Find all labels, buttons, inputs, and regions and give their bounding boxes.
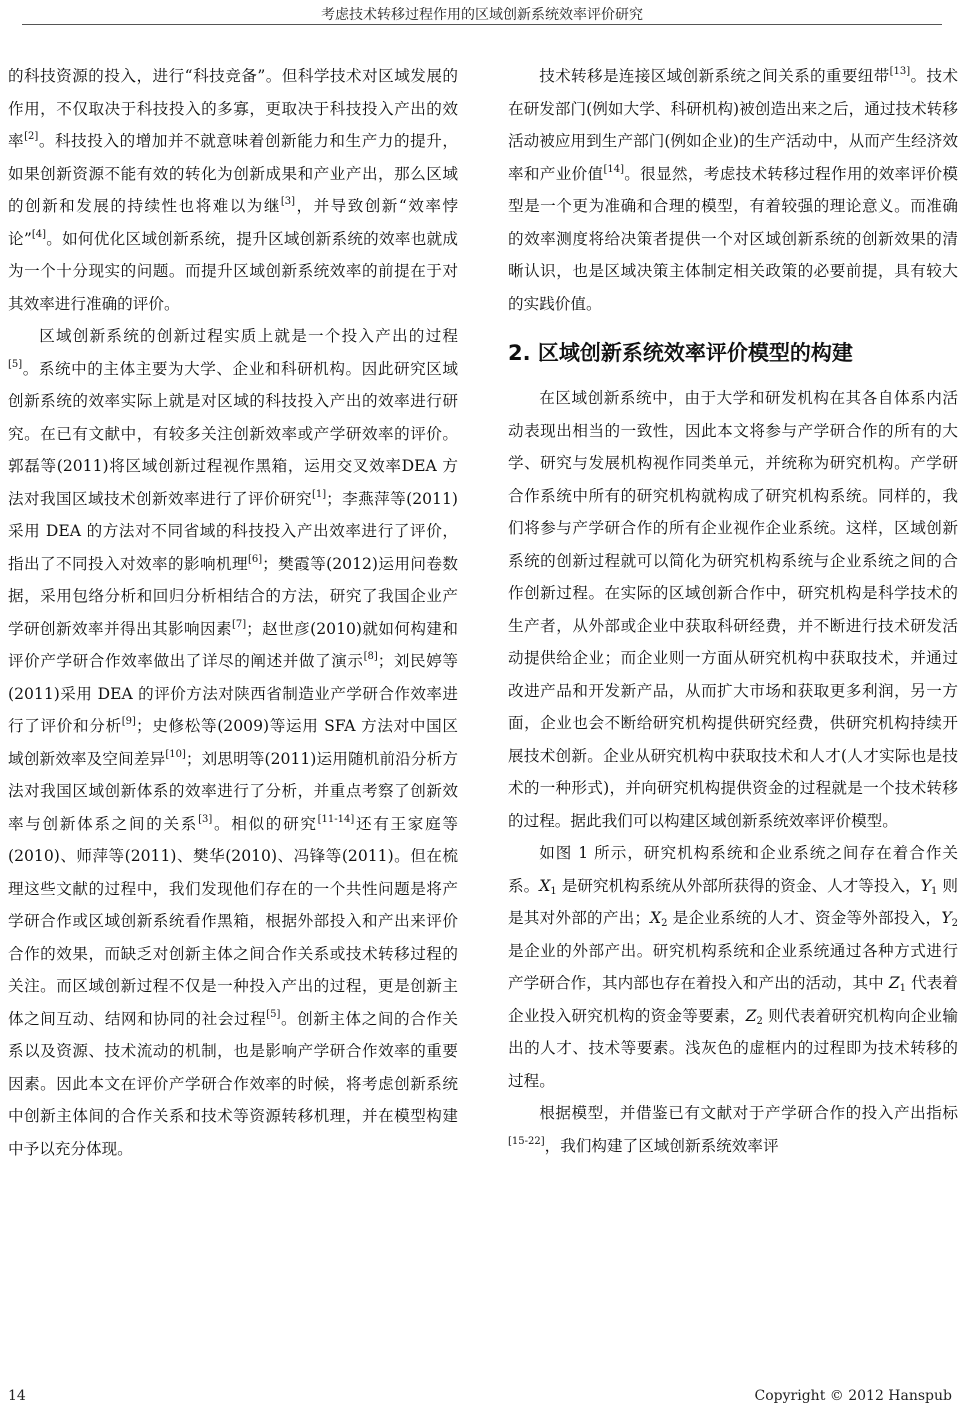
- paragraph-text: 区域创新系统的创新过程实质上就是一个投入产出的过程: [39, 327, 458, 345]
- paragraph-text: ，我们构建了区域创新系统效率评: [544, 1136, 779, 1155]
- variable-subscript: 1: [550, 885, 557, 897]
- paragraph-2: [8, 320, 458, 1165]
- paragraph-text: ；赵世彦(2010)就如何构建和评价产学研合作效率做出了详尽的阐述并做了演示: [8, 619, 458, 670]
- paragraph-text: 。创新主体之间的合作关系以及资源、技术流动的机制，也是影响产学研合作效率的重要因素。因此本文在评价产学研合作效率的时候，将考虑创新系统中创新主体间的合作关系和技术等资源转移机理，并在模型构建中予以充分体现。: [8, 1009, 458, 1158]
- paragraph-text: 还有王家庭等(2010)、师萍等(2011)、樊华(2010)、冯锋等(2011)。但在梳理这些文献的过程中，我们发现他们存在的一个共性问题是将产学研合作或区域创新系统看作黑箱，根据外部投入和产出来评价合作的效果，而缺乏对创新主体之间合作关系或技术转移过程的关注。而区域创新过程不仅是一种投入产出的过程，更是创新主体之间互动、结网和协同的社会过程: [8, 814, 458, 1028]
- variable-symbol: Y: [920, 876, 932, 895]
- paragraph-text: 代表着企业投入研究机构的资金等要素，: [508, 974, 958, 1025]
- variable-symbol: Y: [941, 909, 952, 927]
- variable-subscript: 2: [951, 918, 958, 929]
- citation-ref[interactable]: [7]: [231, 618, 247, 630]
- citation-ref[interactable]: [13]: [889, 66, 911, 77]
- paragraph-text: 则是其对外部的产出；: [508, 876, 958, 927]
- variable-subscript: 1: [931, 885, 938, 897]
- left-column: [8, 60, 458, 1165]
- paragraph-text: 是企业的外部产出。研究机构系统和企业系统通过各种方式进行产学研合作，其内部也存在着投入和产出的活动，其中: [508, 941, 958, 992]
- paragraph-text: ；刘思明等(2011)运用随机前沿分析方法对我国区域创新体系的效率进行了分析，并重点考察了创新效率与创新体系之间的关系: [8, 749, 458, 833]
- citation-ref[interactable]: [14]: [603, 163, 624, 175]
- paragraph-text: 。相似的研究: [212, 814, 318, 833]
- variable-subscript: 1: [899, 983, 907, 994]
- paragraph-text: 。系统中的主体主要为大学、企业和科研机构。因此研究区域创新系统的效率实际上就是对区域的科技投入产出的效率进行研究。在已有文献中，有较多关注创新效率或产学研效率的评价。郭磊等(2011)将区域创新过程视作黑箱，运用交叉效率DEA 方法对我国区域技术创新效率进行了评价研究: [8, 359, 458, 508]
- citation-ref[interactable]: [11-14]: [317, 813, 355, 825]
- paragraph-text: 是研究机构系统从外部所获得的资金、人才等投入，: [556, 876, 921, 895]
- citation-ref[interactable]: [5]: [266, 1008, 281, 1020]
- citation-ref[interactable]: [5]: [8, 358, 23, 370]
- page-footer: [0, 1388, 964, 1408]
- paragraph-text: ；史修松等(2009)等运用 SFA 方法对中国区域创新效率及空间差异: [8, 717, 458, 768]
- variable-symbol: X: [539, 876, 551, 895]
- citation-ref[interactable]: [10]: [165, 748, 186, 760]
- citation-ref[interactable]: [1]: [311, 488, 327, 500]
- paragraph-text: 如图 1 所示，研究机构系统和企业系统之间存在着合作关系。: [508, 844, 958, 895]
- paragraph-1: [8, 60, 458, 320]
- page-number: 14: [8, 1388, 26, 1404]
- header-divider: [22, 24, 942, 25]
- paragraph-3: [508, 60, 958, 320]
- paragraph-text: 。如何优化区域创新系统，提升区域创新系统的效率也就成为一个十分现实的问题。而提升区域创新系统效率的前提在于对其效率进行准确的评价。: [8, 229, 458, 313]
- paragraph-text: 技术转移是连接区域创新系统之间关系的重要纽带: [539, 67, 890, 85]
- variable-symbol: X: [650, 909, 662, 927]
- paragraph-text: 。很显然，考虑技术转移过程作用的效率评价模型是一个更为准确和合理的模型，有着较强的理论意义。而准确的效率测度将给决策者提供一个对区域创新系统的创新效果的清晰认识，也是区域决策主体制定相关政策的必要前提，具有较大的实践价值。: [508, 164, 958, 313]
- paragraph-text: 的科技资源的投入，进行“科技竞备”。但科学技术对区域发展的作用，不仅取决于科技投入的多寡，更取决于科技投入产出的效率: [8, 67, 458, 150]
- right-column: [508, 60, 958, 1162]
- variable-symbol: Z: [745, 1006, 757, 1025]
- paragraph-text: 。科技投入的增加并不就意味着创新能力和生产力的提升，如果创新资源不能有效的转化为创新成果和产业产出，那么区域的创新和发展的持续性也将难以为继: [8, 132, 458, 215]
- running-header: 考虑技术转移过程作用的区域创新系统效率评价研究: [321, 7, 643, 23]
- paragraph-text: ；刘民婷等(2011)采用 DEA 的评价方法对陕西省制造业产学研合作效率进行了评价和分析: [8, 652, 458, 735]
- citation-ref[interactable]: [3]: [198, 813, 213, 825]
- citation-ref[interactable]: [2]: [24, 131, 39, 142]
- variable-subscript: 2: [661, 918, 668, 929]
- paragraph-text: ；樊霞等(2012)运用问卷数据，采用包络分析和回归分析相结合的方法，研究了我国企业产学研创新效率并得出其影响因素: [8, 554, 458, 638]
- paragraph-6: [508, 1097, 958, 1162]
- paragraph-text: ，并导致创新“效率悖论”: [8, 197, 458, 248]
- citation-ref[interactable]: [4]: [31, 228, 46, 240]
- citation-ref[interactable]: [15-22]: [508, 1135, 545, 1147]
- section-heading: 2. 区域创新系统效率评价模型的构建: [508, 341, 853, 365]
- variable-symbol: Z: [888, 974, 900, 992]
- copyright-notice: Copyright © 2012 Hanspub: [754, 1388, 952, 1404]
- citation-ref[interactable]: [8]: [363, 651, 378, 662]
- paragraph-text: 。技术在研发部门(例如大学、科研机构)被创造出来之后，通过技术转移活动被应用到生产部门(例如企业)的生产活动中，从而产生经济效率和产业价值: [508, 67, 958, 183]
- paragraph-text: 则代表着研究机构向企业输出的人才、技术等要素。浅灰色的虚框内的过程即为技术转移的过程。: [508, 1006, 958, 1090]
- citation-ref[interactable]: [3]: [280, 196, 296, 207]
- paragraph-text: 根据模型，并借鉴已有文献对于产学研合作的投入产出指标: [539, 1104, 958, 1122]
- citation-ref[interactable]: [6]: [247, 553, 263, 565]
- paragraph-text: ；李燕萍等(2011)采用 DEA 的方法对不同省域的科技投入产出效率进行了评价，指出了不同投入对效率的影响机理: [8, 489, 458, 573]
- paragraph-text: 是企业系统的人才、资金等外部投入，: [667, 909, 942, 927]
- paragraph-5: [508, 837, 958, 1097]
- variable-subscript: 2: [756, 1015, 763, 1027]
- paragraph-4: 在区域创新系统中，由于大学和研发机构在其各自体系内活动表现出相当的一致性，因此本文将参与产学研合作的所有的大学、研究与发展机构视作同类单元，并统称为研究机构。产学研合作系统中所有的研究机构就构成了研究机构系统。同样的，我们将参与产学研合作的所有企业视作企业系统。这样，区域创新系统的创新过程就可以简化为研究机构系统与企业系统之间的合作创新过程。在实际的区域创新合作中，研究机构是科学技术的生产者，从外部或企业中获取科研经费，并不断进行技术研发活动提供给企业；而企业则一方面从研究机构中获取技术，并通过改进产品和开发新产品，从而扩大市场和获取更多利润，另一方面，企业也会不断给研究机构提供研究经费，供研究机构持续开展技术创新。企业从研究机构中获取技术和人才(人才实际也是技术的一种形式)，并向研究机构提供资金的过程就是一个技术转移的过程。据此我们可以构建区域创新系统效率评价模型。: [508, 389, 958, 830]
- citation-ref[interactable]: [9]: [121, 716, 136, 727]
